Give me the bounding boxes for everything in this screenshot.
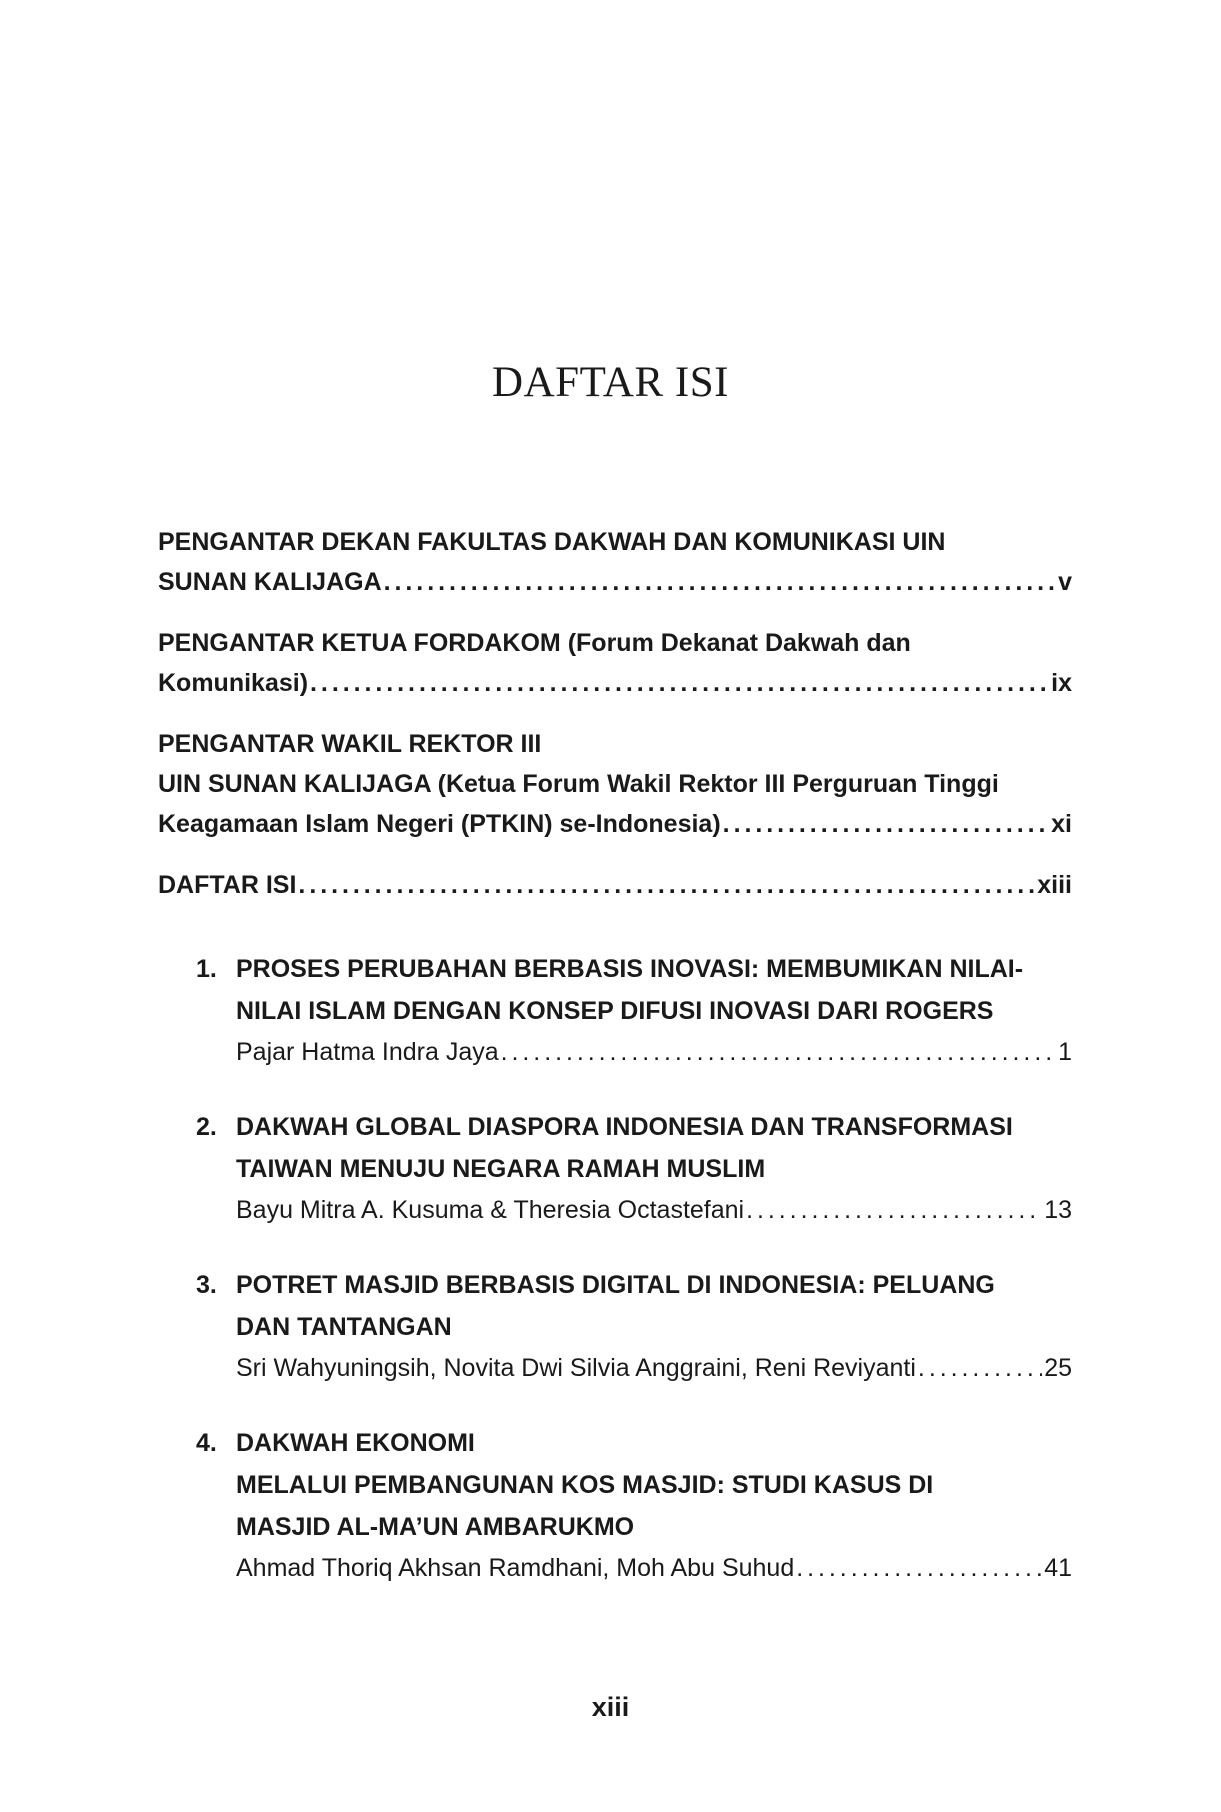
toc-entry-title-line: DAFTAR ISI xyxy=(158,871,297,899)
toc-entry-daftar-isi[interactable] xyxy=(158,865,1072,905)
chapter-number: 4. xyxy=(196,1429,217,1457)
toc-page-number: xiii xyxy=(1037,871,1072,899)
chapter-authors: Sri Wahyuningsih, Novita Dwi Silvia Anggraini, Reni Reviyanti xyxy=(236,1354,916,1382)
chapter-body xyxy=(236,1106,1072,1230)
toc-page-number: 13 xyxy=(1044,1196,1072,1224)
toc-page-number: xi xyxy=(1051,810,1072,838)
chapter-title-line: DAN TANTANGAN xyxy=(236,1313,452,1341)
chapter-number: 3. xyxy=(196,1271,217,1299)
dot-leader xyxy=(723,804,1049,844)
toc-entry-title-line: Keagamaan Islam Negeri (PTKIN) se-Indonesia) xyxy=(158,810,721,838)
toc-page-number: 1 xyxy=(1058,1038,1072,1066)
chapter-title-line: NILAI ISLAM DENGAN KONSEP DIFUSI INOVASI DARI ROGERS xyxy=(236,997,994,1025)
dot-leader xyxy=(310,663,1049,703)
chapter-title-line: DAKWAH EKONOMI xyxy=(236,1429,475,1457)
toc-entry-leader-line xyxy=(158,865,1072,905)
dot-leader xyxy=(384,562,1056,602)
toc-entry-title-line: PENGANTAR DEKAN FAKULTAS DAKWAH DAN KOMUNIKASI UIN xyxy=(158,528,946,556)
chapter-number: 1. xyxy=(196,955,217,983)
dot-leader xyxy=(746,1190,1042,1230)
dot-leader xyxy=(298,865,1035,905)
toc-entry-leader-line xyxy=(158,663,1072,703)
toc-page-number: 41 xyxy=(1044,1554,1072,1582)
chapter-authors: Bayu Mitra A. Kusuma & Theresia Octastefani xyxy=(236,1196,745,1224)
toc-entry-title-line: SUNAN KALIJAGA xyxy=(158,568,382,596)
chapter-author-line xyxy=(236,1032,1072,1072)
chapter-title-line: MELALUI PEMBANGUNAN KOS MASJID: STUDI KASUS DI xyxy=(236,1471,934,1499)
dot-leader xyxy=(501,1032,1056,1072)
table-of-contents xyxy=(158,522,1072,1588)
toc-entry-warek-foreword[interactable] xyxy=(158,724,1072,844)
dot-leader xyxy=(796,1548,1042,1588)
toc-chapter-3[interactable] xyxy=(196,1264,1072,1388)
chapter-body xyxy=(236,1264,1072,1388)
chapter-title-line: PROSES PERUBAHAN BERBASIS INOVASI: MEMBUMIKAN NILAI- xyxy=(236,955,1024,983)
chapter-title-line: DAKWAH GLOBAL DIASPORA INDONESIA DAN TRANSFORMASI xyxy=(236,1113,1013,1141)
toc-chapter-4[interactable] xyxy=(196,1422,1072,1588)
toc-entry-title-line: PENGANTAR KETUA FORDAKOM (Forum Dekanat Dakwah dan xyxy=(158,629,911,657)
toc-page-number: ix xyxy=(1051,669,1072,697)
dot-leader xyxy=(918,1348,1042,1388)
toc-entry-dekan-foreword[interactable] xyxy=(158,522,1072,602)
toc-page-number: 25 xyxy=(1044,1354,1072,1382)
chapter-list xyxy=(158,948,1072,1588)
toc-page-number: v xyxy=(1058,568,1072,596)
chapter-title-line: POTRET MASJID BERBASIS DIGITAL DI INDONESIA: PELUANG xyxy=(236,1271,995,1299)
chapter-title-line: TAIWAN MENUJU NEGARA RAMAH MUSLIM xyxy=(236,1155,766,1183)
toc-entry-title-line: PENGANTAR WAKIL REKTOR III xyxy=(158,730,542,758)
toc-chapter-2[interactable] xyxy=(196,1106,1072,1230)
page-folio-number: xiii xyxy=(591,1692,630,1722)
toc-entry-leader-line xyxy=(158,804,1072,844)
toc-entry-title-line: Komunikasi) xyxy=(158,669,309,697)
chapter-number: 2. xyxy=(196,1113,217,1141)
chapter-body xyxy=(236,1422,1072,1588)
toc-entry-fordakom-foreword[interactable] xyxy=(158,623,1072,703)
toc-entry-title-line: UIN SUNAN KALIJAGA (Ketua Forum Wakil Rektor III Perguruan Tinggi xyxy=(158,770,999,798)
chapter-author-line xyxy=(236,1348,1072,1388)
chapter-authors: Ahmad Thoriq Akhsan Ramdhani, Moh Abu Suhud xyxy=(236,1554,795,1582)
toc-entry-leader-line xyxy=(158,562,1072,602)
chapter-author-line xyxy=(236,1548,1072,1588)
page-title: DAFTAR ISI xyxy=(492,359,729,406)
chapter-author-line xyxy=(236,1190,1072,1230)
toc-chapter-1[interactable] xyxy=(196,948,1072,1072)
chapter-body xyxy=(236,948,1072,1072)
chapter-authors: Pajar Hatma Indra Jaya xyxy=(236,1038,499,1066)
chapter-title-line: MASJID AL-MA’UN AMBARUKMO xyxy=(236,1513,635,1541)
